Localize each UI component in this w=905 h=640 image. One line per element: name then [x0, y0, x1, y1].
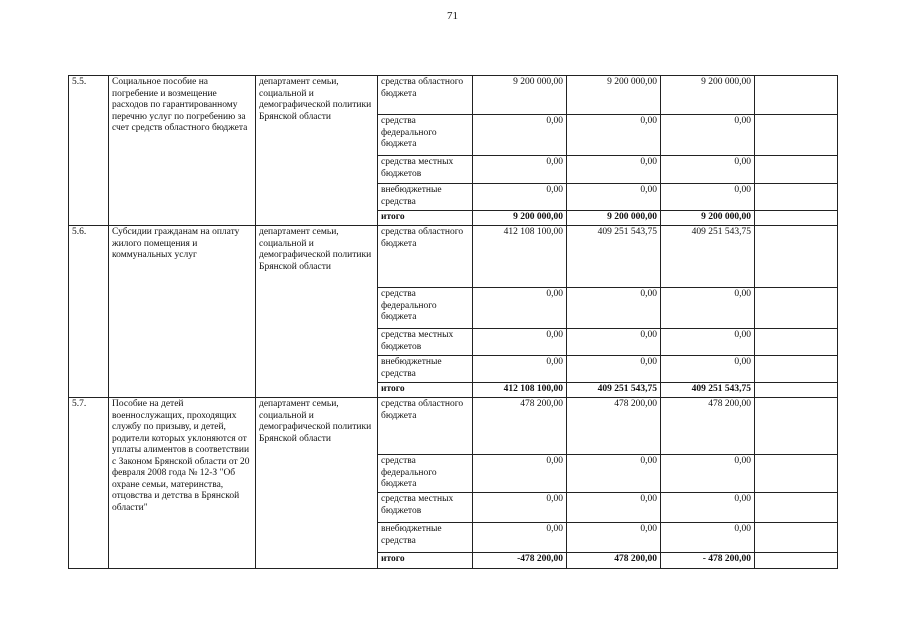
- total-cell: 409 251 543,75: [567, 383, 661, 398]
- empty-cell: [755, 356, 838, 383]
- source-label: средства областного бюджета: [378, 398, 473, 455]
- empty-cell: [755, 523, 838, 553]
- value-cell: 0,00: [473, 115, 567, 156]
- budget-table: [68, 75, 838, 569]
- total-cell: - 478 200,00: [661, 553, 755, 569]
- empty-cell: [755, 493, 838, 523]
- empty-cell: [755, 76, 838, 115]
- empty-cell: [755, 288, 838, 329]
- value-cell: 0,00: [567, 455, 661, 493]
- total-cell: 9 200 000,00: [661, 211, 755, 226]
- value-cell: 0,00: [661, 115, 755, 156]
- value-cell: 0,00: [473, 455, 567, 493]
- empty-cell: [755, 383, 838, 398]
- value-cell: 409 251 543,75: [661, 226, 755, 288]
- total-cell: 412 108 100,00: [473, 383, 567, 398]
- item-name: Социальное пособие на погребение и возмещение расходов по гарантированному перечню услуг по погребению за счет средств областного бюджета: [109, 76, 256, 226]
- value-cell: 0,00: [567, 356, 661, 383]
- source-label: средства федерального бюджета: [378, 115, 473, 156]
- value-cell: 0,00: [473, 288, 567, 329]
- value-cell: 0,00: [473, 493, 567, 523]
- value-cell: 478 200,00: [473, 398, 567, 455]
- source-label: средства местных бюджетов: [378, 156, 473, 184]
- value-cell: 0,00: [473, 329, 567, 356]
- source-label: итого: [378, 553, 473, 569]
- empty-cell: [755, 553, 838, 569]
- source-label: средства областного бюджета: [378, 76, 473, 115]
- total-cell: 9 200 000,00: [567, 211, 661, 226]
- value-cell: 0,00: [567, 115, 661, 156]
- source-label: внебюджетные средства: [378, 523, 473, 553]
- value-cell: 0,00: [473, 523, 567, 553]
- empty-cell: [755, 226, 838, 288]
- source-label: внебюджетные средства: [378, 184, 473, 211]
- value-cell: 9 200 000,00: [567, 76, 661, 115]
- empty-cell: [755, 184, 838, 211]
- page-number: 71: [447, 10, 458, 22]
- empty-cell: [755, 115, 838, 156]
- item-name: Пособие на детей военнослужащих, проходящих службу по призыву, и детей, родители которых уклоняются от уплаты алиментов в соответствии с Законом Брянской области от 20 февраля 2008 года № 12-З "Об охране семьи, материнства, отцовства и детства в Брянской области": [109, 398, 256, 569]
- source-label: средства областного бюджета: [378, 226, 473, 288]
- item-name: Субсидии гражданам на оплату жилого помещения и коммунальных услуг: [109, 226, 256, 398]
- table-row: [69, 76, 838, 115]
- item-number: 5.7.: [69, 398, 109, 569]
- empty-cell: [755, 211, 838, 226]
- source-label: внебюджетные средства: [378, 356, 473, 383]
- value-cell: 478 200,00: [661, 398, 755, 455]
- source-label: итого: [378, 211, 473, 226]
- value-cell: 0,00: [661, 288, 755, 329]
- value-cell: 412 108 100,00: [473, 226, 567, 288]
- total-cell: 409 251 543,75: [661, 383, 755, 398]
- source-label: средства федерального бюджета: [378, 288, 473, 329]
- value-cell: 0,00: [661, 493, 755, 523]
- value-cell: 0,00: [473, 184, 567, 211]
- total-cell: 9 200 000,00: [473, 211, 567, 226]
- value-cell: 0,00: [567, 493, 661, 523]
- value-cell: 409 251 543,75: [567, 226, 661, 288]
- value-cell: 0,00: [473, 156, 567, 184]
- item-number: 5.5.: [69, 76, 109, 226]
- empty-cell: [755, 329, 838, 356]
- value-cell: 478 200,00: [567, 398, 661, 455]
- item-executor: департамент семьи, социальной и демографической политики Брянской области: [256, 398, 378, 569]
- value-cell: 9 200 000,00: [661, 76, 755, 115]
- source-label: средства местных бюджетов: [378, 329, 473, 356]
- value-cell: 0,00: [567, 156, 661, 184]
- value-cell: 0,00: [567, 523, 661, 553]
- value-cell: 0,00: [661, 523, 755, 553]
- total-cell: -478 200,00: [473, 553, 567, 569]
- value-cell: 0,00: [661, 329, 755, 356]
- item-number: 5.6.: [69, 226, 109, 398]
- value-cell: 0,00: [567, 184, 661, 211]
- total-cell: 478 200,00: [567, 553, 661, 569]
- value-cell: 9 200 000,00: [473, 76, 567, 115]
- table-row: [69, 226, 838, 288]
- value-cell: 0,00: [661, 356, 755, 383]
- source-label: средства местных бюджетов: [378, 493, 473, 523]
- item-executor: департамент семьи, социальной и демографической политики Брянской области: [256, 76, 378, 226]
- value-cell: 0,00: [567, 329, 661, 356]
- value-cell: 0,00: [567, 288, 661, 329]
- empty-cell: [755, 398, 838, 455]
- empty-cell: [755, 156, 838, 184]
- item-executor: департамент семьи, социальной и демографической политики Брянской области: [256, 226, 378, 398]
- value-cell: 0,00: [473, 356, 567, 383]
- value-cell: 0,00: [661, 156, 755, 184]
- empty-cell: [755, 455, 838, 493]
- value-cell: 0,00: [661, 455, 755, 493]
- table-row: [69, 398, 838, 455]
- source-label: итого: [378, 383, 473, 398]
- source-label: средства федерального бюджета: [378, 455, 473, 493]
- value-cell: 0,00: [661, 184, 755, 211]
